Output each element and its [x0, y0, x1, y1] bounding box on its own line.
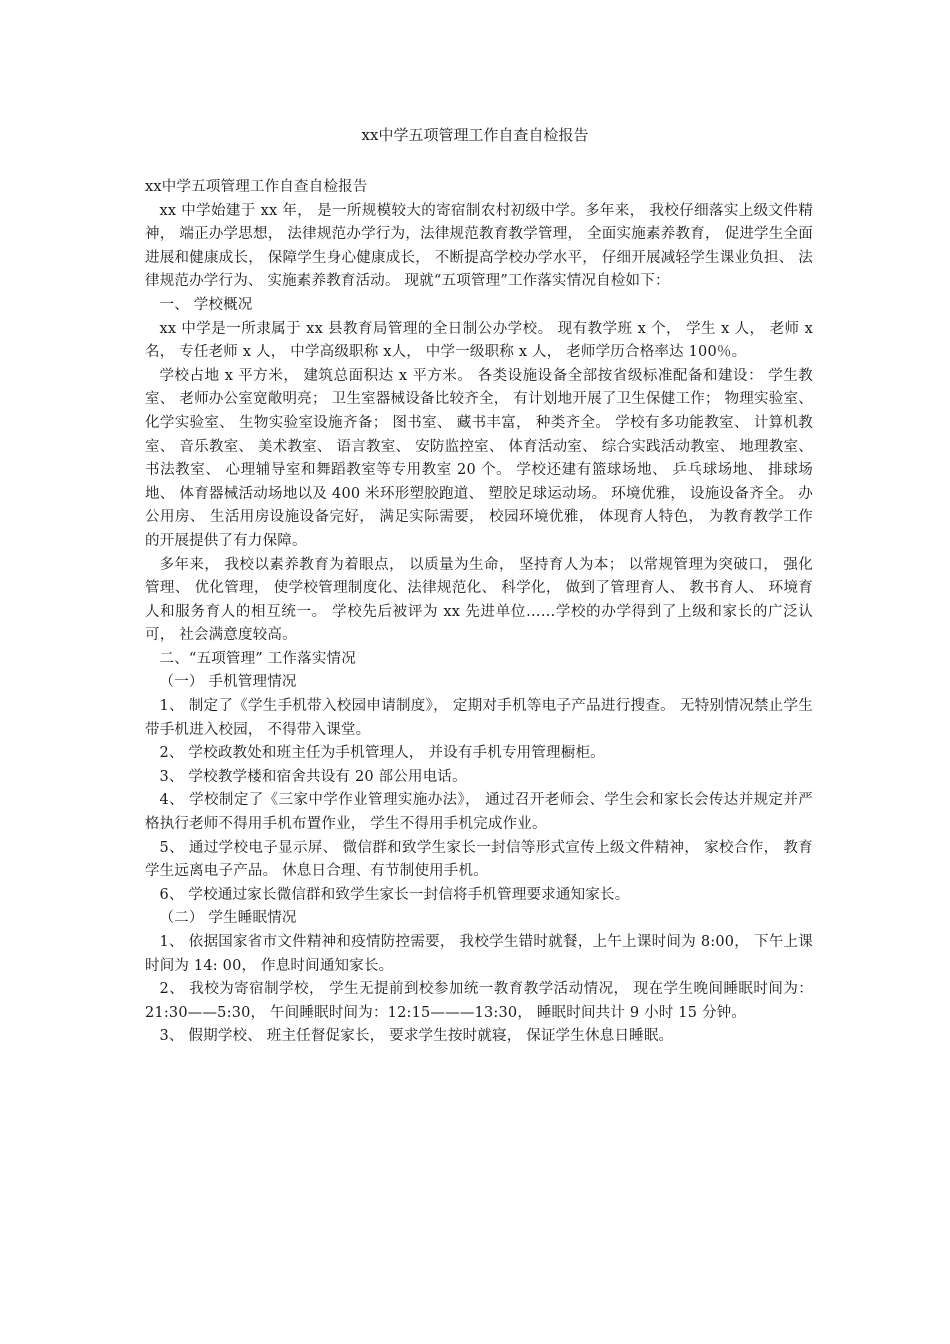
- overview-paragraph-staff: xx 中学是一所隶属于 xx 县教育局管理的全日制公办学校。 现有教学班 x 个， 学生 x 人， 老师 x 名， 专任老师 x 人， 中学高级职称 x人， 中学一级职称 x 人， 老师学历合格率达 100％。: [145, 320, 813, 361]
- intro-paragraph: xx 中学始建于 xx 年， 是一所规模较大的寄宿制农村初级中学。多年来， 我校仔细落实上级文件精神， 端正办学思想， 法律规范办学行为，法律规范教育教学管理， 全面实施素养教育， 促进学生全面进展和健康成长， 保障学生身心健康成长， 不断提高学校办学水平， 仔细开展减轻学生课业负担、 法律规范办学行为、 实施素养教育活动。 现就“五项管理”工作落实情况自检如下：: [145, 202, 813, 290]
- list-item: 6、 学校通过家长微信群和致学生家长一封信将手机管理要求通知家长。: [159, 886, 630, 903]
- document-title: xx中学五项管理工作自查自检报告: [361, 126, 589, 144]
- list-item: 1、 制定了《学生手机带入校园申请制度》， 定期对手机等电子产品进行搜查。 无特别情况禁止学生带手机进入校园， 不得带入课堂。: [145, 698, 813, 738]
- section-heading-five-management: 二、“五项管理” 工作落实情况: [159, 650, 356, 667]
- list-item: 4、 学校制定了《三家中学作业管理实施办法》， 通过召开老师会、学生会和家长会传达并规定并严格执行老师不得用手机布置作业， 学生不得用手机完成作业。: [145, 792, 813, 833]
- subsection-heading-sleep: （二） 学生睡眠情况: [159, 910, 297, 927]
- list-item: 5、 通过学校电子显示屏、 微信群和致学生家长一封信等形式宣传上级文件精神， 家校合作， 教育学生远离电子产品。 休息日合理、有节制使用手机。: [145, 839, 813, 880]
- overview-paragraph-management: 多年来， 我校以素养教育为着眼点， 以质量为生命， 坚持育人为本； 以常规管理为突破口， 强化管理、 优化管理， 使学校管理制度化、法律规范化、 科学化， 做到了管理育人、 教书育人、 环境育人和服务育人的相互统一。 学校先后被评为 xx 先进单位……学校的办学得到了上级和家长的广泛认可， 社会满意度较高。: [145, 556, 813, 644]
- subsection-heading-phone: （一） 手机管理情况: [159, 674, 297, 691]
- list-item: 2、 学校政教处和班主任为手机管理人， 并设有手机专用管理橱柜。: [159, 745, 605, 762]
- list-item: 3、 学校教学楼和宿舍共设有 20 部公用电话。: [159, 768, 467, 785]
- list-item: 2、 我校为寄宿制学校， 学生无提前到校参加统一教育教学活动情况， 现在学生晚间睡眠时间为： 21:30——5:30， 午间睡眠时间为：12:15———13:30， 睡眠时间共计 9 小时 15 分钟。: [145, 981, 813, 1021]
- document-body: [145, 176, 813, 1049]
- overview-paragraph-facilities: 学校占地 x 平方米， 建筑总面积达 x 平方米。 各类设施设备全部按省级标准配备和建设： 学生教室、 老师办公室宽敞明亮； 卫生室器械设备比较齐全， 有计划地开展了卫生保健工作； 物理实验室、 化学实验室、 生物实验室设施齐备； 图书室、 藏书丰富， 种类齐全。 学校有多功能教室、 计算机教室、 音乐教室、 美术教室、 语言教室、 安防监控室、 体育活动室、 综合实践活动教室、 地理教室、 书法教室、 心理辅导室和舞蹈教室等专用教室 20 个。 学校还建有篮球场地、 乒乓球场地、 排球场地、 体育器械活动场地以及 400 米环形塑胶跑道、 塑胶足球运动场。 环境优雅， 设施设备齐全。 办公用房、 生活用房设施设备完好， 满足实际需要， 校园环境优雅， 体现育人特色， 为教育教学工作的开展提供了有力保障。: [145, 367, 813, 549]
- body-subtitle: xx中学五项管理工作自查自检报告: [145, 179, 368, 195]
- section-heading-school-overview: 一、 学校概况: [159, 296, 253, 313]
- list-item: 3、 假期学校、 班主任督促家长， 要求学生按时就寝， 保证学生休息日睡眠。: [159, 1028, 674, 1045]
- list-item: 1、 依据国家省市文件精神和疫情防控需要， 我校学生错时就餐，上午上课时间为 8:00， 下午上课时间为 14: 00， 作息时间通知家长。: [145, 934, 813, 974]
